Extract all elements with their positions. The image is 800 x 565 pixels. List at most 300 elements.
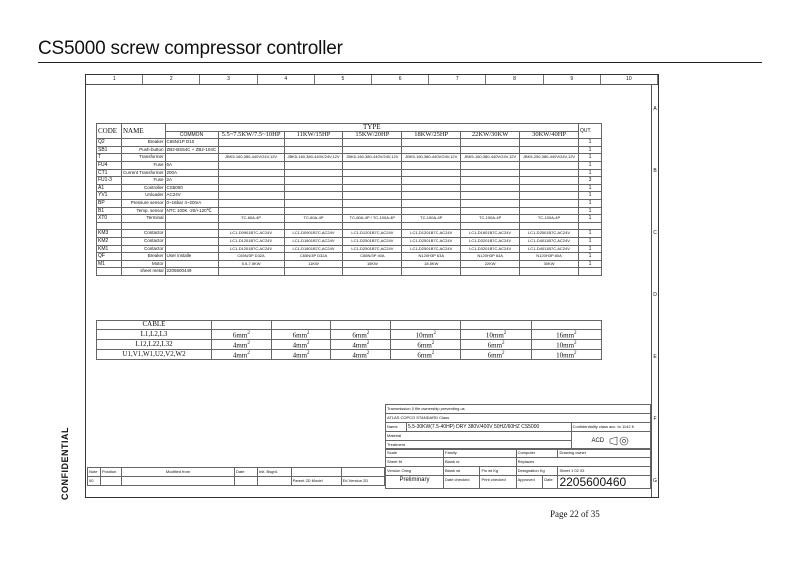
bom-value [520,207,579,215]
bom-row [97,184,602,192]
column-marker: 8 [486,75,543,84]
cable-table [96,320,602,360]
bom-common: 6A [165,161,218,169]
bom-code: M1 [97,260,122,268]
bom-value: 22KW [461,260,520,268]
bom-value: LC1-D3201B7C,AC24V [461,237,520,245]
family-label: Family [444,449,517,458]
bom-value [402,177,461,185]
cable-size-text: 6mm [487,341,503,350]
bom-value [461,139,520,147]
bom-value: 11KW [284,260,343,268]
cable-size [531,329,601,339]
bom-value: JBK5-160,380-440V/24V,12V [402,154,461,162]
bom-value [343,146,402,154]
bom-value [461,199,520,207]
cable-size [461,321,531,330]
bom-common: 2205600449 [165,268,218,276]
conf-class-label: Confidentiality class [572,424,608,429]
bom-value: JBK5-160,380-440V/24V,12V [461,154,520,162]
note-label: Note [88,468,101,477]
bom-qty: 1 [579,139,602,147]
computer-label: Computer [516,449,558,458]
bom-common: CS5000 [165,184,218,192]
bom-value [461,268,520,276]
rev-blank-4 [122,477,235,486]
date-label: Date [543,476,558,489]
rev-blank-6 [258,477,292,486]
bom-code: Q2 [97,139,122,147]
init-label: Init. Bsgr4. [258,468,292,477]
bom-common: 0~16bar 4~20mA [165,199,218,207]
document-title: CS5000 screw compressor controller [38,38,343,59]
bom-value [520,146,579,154]
bom-qty: 1 [579,215,602,223]
blank-nr-label: Blank nr [444,458,517,467]
bom-row [97,245,602,253]
bom-qty: 1 [579,199,602,207]
cable-size [212,350,272,360]
bom-name [122,222,166,230]
cable-size [531,339,601,349]
cable-size-exponent: 2 [431,351,435,357]
bom-name: Breaker [122,253,166,261]
rev-no: 00 [88,477,101,486]
bom-row [97,237,602,245]
bom-common: User installe [165,253,218,261]
cable-size-exponent: 2 [307,340,310,346]
bom-value [218,192,284,200]
cable-size-exponent: 2 [307,351,310,357]
bom-value [520,139,579,147]
bom-qty: 1 [579,230,602,238]
designation-label [516,467,558,476]
cable-row [97,321,602,330]
cable-size [391,350,461,360]
conf-class-value: acc. to 1142 K [609,424,635,429]
bom-name: Transformer [122,154,166,162]
cable-size-exponent: 2 [366,330,370,336]
bom-value [461,222,520,230]
bom-qty: 3 [579,177,602,185]
bom-common: 2A [165,177,218,185]
bom-row [97,169,602,177]
cable-size [531,321,601,330]
bom-common [165,245,218,253]
company-class: ATLAS COPCO STANDARD Class [386,414,651,423]
row-marker: D [653,292,657,298]
bom-code: FU4 [97,161,122,169]
cable-row [97,350,602,360]
bom-value [284,268,343,276]
bom-value [461,146,520,154]
cable-size-exponent: 2 [502,340,505,346]
title-block-lower [385,448,651,489]
bom-value: LC1-D1801B7C,AC24V [461,230,520,238]
bom-value: TC-60A-4P [218,215,284,223]
bom-row [97,230,602,238]
column-marker: 1 [86,75,143,84]
cable-size-text: 6mm [352,330,367,339]
scale-label: Scale [386,449,444,458]
bom-value: 5.5-7.5KW [218,260,284,268]
bom-value [461,177,520,185]
model-header: 18KW/25HP [402,131,461,139]
bom-value: LC1-D2501B7C,AC24V [402,245,461,253]
bom-value [218,222,284,230]
bom-value [218,184,284,192]
bom-value: LC1-D1801B7C,AC24V [284,237,343,245]
bom-value [218,146,284,154]
bom-code: BP [97,199,122,207]
cable-size-exponent: 2 [247,340,250,346]
col-type-header: TYPE [165,124,578,132]
bom-name: Terminal [122,215,166,223]
kg1: Kg [493,468,499,473]
bom-value [461,169,520,177]
bom-row [97,222,602,230]
date-checked-label: Date checked [444,476,480,489]
material-label: Material [386,432,572,441]
bom-value [461,207,520,215]
cable-size-exponent: 2 [366,340,370,346]
cable-size-exponent: 2 [366,351,370,357]
bom-row [97,177,602,185]
sheet-label: Sheet [559,468,570,473]
bom-common [165,222,218,230]
bom-value: LC1-D0901B7C,AC24V [284,230,343,238]
bom-value [402,207,461,215]
row-marker: F [653,416,657,422]
bom-name: Contactor [122,230,166,238]
cable-size [271,339,331,349]
row-marker: G [653,478,657,484]
bom-value [343,184,402,192]
col-name-header: NAME [122,124,166,139]
bom-value [520,199,579,207]
bom-name: Fuse [122,161,166,169]
bom-value: LC1-D3201B7C,AC24V [461,245,520,253]
cable-size [212,321,272,330]
bom-qty: 1 [579,260,602,268]
fin-wt-text: Fin wt [481,468,493,473]
cable-size-text: 16mm [556,330,575,339]
model-header: 30KW/40HP [520,131,579,139]
acd-label: ACD [591,437,605,444]
cable-size [212,339,272,349]
bom-row [97,199,602,207]
bom-qty: 1 [579,184,602,192]
bom-code: KM3 [97,230,122,238]
bom-qty: 1 [579,154,602,162]
cable-size-exponent: 2 [503,330,507,336]
sheet-num-2: 02 [574,468,579,473]
bom-common [165,260,218,268]
cable-size-exponent: 2 [247,351,250,357]
bom-value [284,222,343,230]
designation-text: Designation [517,468,539,473]
bom-value: TC-100A-4P [402,215,461,223]
bom-value [520,169,579,177]
cable-label: L1,L2,L3 [97,329,212,339]
cable-size-text: 4mm [352,341,367,350]
bom-value: 30KW [520,260,579,268]
bom-value [343,207,402,215]
bom-value [343,177,402,185]
bom-name: Current Transformer [123,169,164,175]
row-marker: E [653,354,657,360]
cable-size-text: 4mm [292,351,308,360]
bom-row [97,192,602,200]
bom-value [284,139,343,147]
bom-value: C65N/3P 40A [343,253,402,261]
cable-size-text: 10mm [556,341,575,350]
column-marker: 10 [601,75,658,84]
bom-value [402,199,461,207]
bom-code: YV1 [97,192,122,200]
projection-symbol-icon [608,436,630,446]
blank-wt-label: Blank wt [444,467,480,476]
bom-value [402,169,461,177]
bom-value: JBK5-250,380-440V/24V,12V [520,154,579,162]
bom-name: Pressure sensor [122,199,166,207]
sheet-num-1: 1 [571,468,574,473]
cable-size [331,339,391,349]
bom-value [520,222,579,230]
cable-size-exponent: 2 [307,330,310,336]
bom-value: LC1-D0901B7C,AC24V [218,230,284,238]
bom-qty: 1 [579,245,602,253]
bom-value [284,161,343,169]
bom-value [343,222,402,230]
doc-number: 2205600460 [558,476,651,489]
cable-size-text: 6mm [417,341,432,350]
bom-value: N120H3P 63A [461,253,520,261]
title-block [385,404,651,450]
column-marker: 9 [544,75,601,84]
cable-size-exponent: 2 [574,340,577,346]
bom-value [402,139,461,147]
bom-value [520,268,579,276]
bom-code [97,222,122,230]
bom-value: LC1-D1201B7C,AC24V [402,230,461,238]
col-qty-header: QUT. [579,124,602,139]
bom-value: LC1-D1801B7C,AC24V [284,245,343,253]
bom-value [402,222,461,230]
bom-value: LC1-D1201B7C,AC24V [218,245,284,253]
cable-size-exponent: 2 [574,330,577,336]
bom-name: Motor [122,260,166,268]
bom-qty [579,222,602,230]
rev-blank-3 [101,477,122,486]
cable-size-text: 6mm [292,330,308,339]
cable-size [271,350,331,360]
copyright-note: Transmission 0 file ownership preventing us [386,405,651,414]
bom-value [218,139,284,147]
bom-value: LC1-D1201B7C,AC24V [218,237,284,245]
ed-version: Ed Version 2D [341,477,384,486]
model-header: 15KW/20HP [343,131,402,139]
bom-row [97,154,602,162]
revision-block [87,467,385,486]
bom-code: A1 [97,184,122,192]
bom-qty: 1 [579,192,602,200]
bom-common [165,215,218,223]
bom-value [284,207,343,215]
bom-value: LC1-D1201B7C,AC24V [343,230,402,238]
bom-value [520,177,579,185]
col-common-header: COMMON [165,131,218,139]
cable-size-exponent: 2 [574,351,577,357]
bom-row [97,139,602,147]
bom-value [284,169,343,177]
sheet-frame-label: Sheet frt [386,458,444,467]
bom-qty: 1 [579,169,602,177]
bom-code: KM1 [97,245,122,253]
bom-row [97,215,602,223]
bom-code: XT0 [97,215,122,223]
bom-name: Contactor [122,237,166,245]
bom-value [343,161,402,169]
bom-code: T [97,154,122,162]
title-rule [38,62,762,63]
bom-value [520,184,579,192]
rev-blank-1 [291,468,341,477]
row-marker: C [653,230,657,236]
bom-value: TC-100A-4P [520,215,579,223]
bom-value: C65N/3P D32A [284,253,343,261]
bom-row [97,146,602,154]
bom-qty: 1 [579,253,602,261]
bom-qty: 1 [579,146,602,154]
bom-value: N120H3P 63A [402,253,461,261]
bom-subheader-row [97,131,602,139]
bom-value [284,199,343,207]
column-marker: 3 [200,75,257,84]
column-ruler [86,75,658,85]
bom-value: LC1-D2501B7C,AC24V [343,237,402,245]
preliminary-label: Preliminary [386,476,444,489]
model-header: 5.5~7.5KW/7.5~10HP [218,131,284,139]
cable-size [331,321,391,330]
confidential-label: CONFIDENTIAL [60,427,70,500]
cable-size [271,329,331,339]
row-marker: A [653,106,657,112]
column-marker: 5 [315,75,372,84]
cable-size-exponent: 2 [502,351,505,357]
bom-name: Fuse [122,177,166,185]
column-marker: 7 [429,75,486,84]
bom-qty: 1 [579,207,602,215]
cable-size-text: 10mm [485,330,504,339]
model-header: 11KW/15HP [284,131,343,139]
bom-value [218,199,284,207]
cable-row [97,339,602,349]
row-ruler [651,84,658,497]
cable-label: U1,V1,W1,U2,V2,W2 [97,350,212,360]
cable-size-text: 6mm [417,351,432,360]
bom-value: LC1-D2501B7C,AC24V [520,230,579,238]
bom-row [97,161,602,169]
bom-value [461,161,520,169]
drawing-owner-label: Drawing owner [558,449,651,458]
parent-model: Parent 2D Model [291,477,341,486]
bom-code: FU1-3 [97,177,122,185]
bom-value [218,161,284,169]
rev-blank-5 [235,477,258,486]
position-label: Position [101,468,122,477]
bom-common: 200A [165,169,218,177]
bom-value [343,199,402,207]
bom-name: sheet metal [122,268,166,276]
bom-value: LC1-D4011B7C,AC24V [520,245,579,253]
bom-common: ZB2-BS54C + ZB2-104C [166,146,217,152]
bom-table [96,123,602,276]
bom-value [343,139,402,147]
sheet-num-3: 03 [579,468,585,473]
bom-value: LC1-D2501B7C,AC24V [343,245,402,253]
cable-size-text: 4mm [292,341,308,350]
bom-value [402,192,461,200]
bom-row [97,260,602,268]
cable-size [391,321,461,330]
model-header: 22KW/30KW [461,131,520,139]
cable-size-exponent: 2 [433,330,437,336]
cable-size-text: 10mm [415,330,434,339]
bom-common: C65N/1P D10 [165,139,218,147]
bom-value: TC-60A-4P [284,215,343,223]
treatment-label: Treatment [386,441,572,450]
bom-qty: 1 [579,161,602,169]
version-orig-label: Version Orwg [386,467,444,476]
bom-value [343,268,402,276]
bom-value [218,169,284,177]
bom-code: B1 [97,207,122,215]
bom-value [284,146,343,154]
bom-row [97,207,602,215]
cable-size [461,350,531,360]
approved-label: Approved [516,476,543,489]
bom-common [165,237,218,245]
bom-code [97,268,122,276]
cable-size [331,329,391,339]
sheet-cell [558,467,651,476]
cable-label: CABLE [97,321,212,330]
cable-size-text: 4mm [232,351,248,360]
bom-name: Unloader [122,192,166,200]
bom-qty [579,268,602,276]
cable-size-text: 4mm [352,351,367,360]
column-marker: 6 [372,75,429,84]
column-marker: 2 [143,75,200,84]
bom-value: JBK5-160,380-440V/24V,12V [284,154,343,162]
cable-size-exponent: 2 [247,330,250,336]
bom-value [402,268,461,276]
bom-code: SB1 [97,146,122,154]
bom-value [461,184,520,192]
column-marker: 4 [258,75,315,84]
cable-size [271,321,331,330]
bom-row [97,268,602,276]
bom-value [520,192,579,200]
print-checked-label: Print checked [480,476,516,489]
cable-size-text: 4mm [232,341,248,350]
bom-value: JBK5-160,380-440V/24V,12V [218,154,284,162]
cable-size [461,339,531,349]
acd-cell [571,432,650,450]
cable-size [531,350,601,360]
bom-row [97,253,602,261]
